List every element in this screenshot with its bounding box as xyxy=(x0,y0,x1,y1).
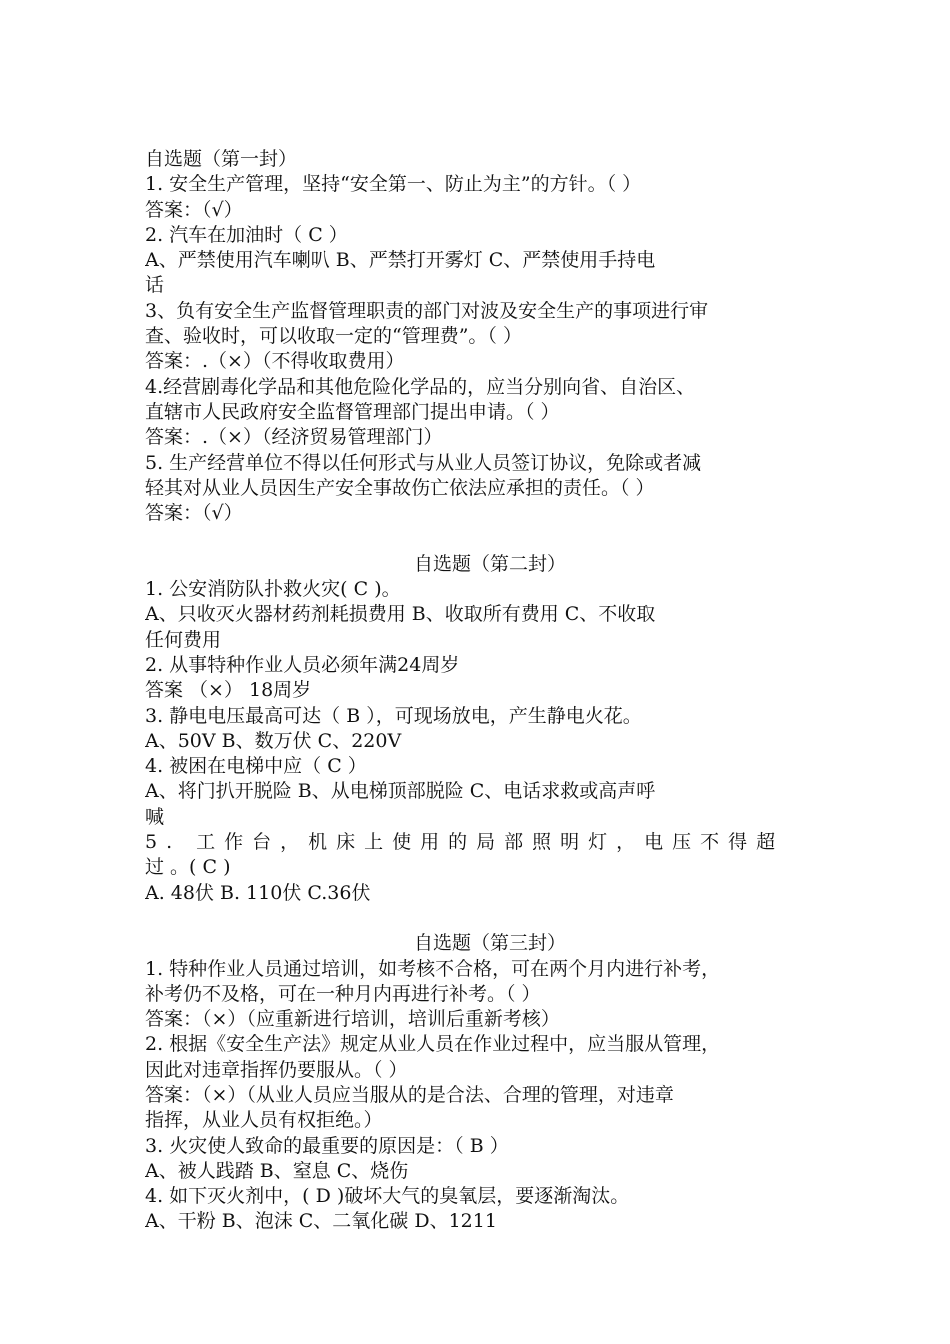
section-spacer xyxy=(145,526,835,551)
options-line: A、只收灭火器材药剂耗损费用 B、收取所有费用 C、不收取 xyxy=(145,603,656,626)
document-body xyxy=(145,147,835,1235)
answer-line: 答案 （×） 18周岁 xyxy=(145,679,312,702)
options-line: 话 xyxy=(145,274,165,297)
question-line: 过 。( C ) xyxy=(145,856,231,879)
answer-line: 答案：（√） xyxy=(145,198,243,221)
options-line: A、50V B、数万伏 C、220V xyxy=(145,729,402,752)
answer-line: 指挥，从业人员有权拒绝。） xyxy=(145,1109,383,1132)
question-line: 补考仍不及格，可在一种月内再进行补考。（ ） xyxy=(145,982,541,1005)
question-line: 4.经营剧毒化学品和其他危险化学品的，应当分别向省、自治区、 xyxy=(145,375,696,398)
options-line: 喊 xyxy=(145,805,165,828)
question-line: 5. 生产经营单位不得以任何形式与从业人员签订协议，免除或者减 xyxy=(145,451,702,474)
question-line: 1. 公安消防队扑救火灾( C )。 xyxy=(145,578,401,601)
answer-line: 答案：（√） xyxy=(145,502,243,525)
options-line: A. 48伏 B. 110伏 C.36伏 xyxy=(145,881,371,904)
question-line: 1. 特种作业人员通过培训，如考核不合格，可在两个月内进行补考， xyxy=(145,957,721,980)
section-1-title: 自选题（第一封） xyxy=(145,148,298,170)
question-line: 1. 安全生产管理，坚持“安全第一、防止为主”的方针。（ ） xyxy=(145,173,642,196)
options-line: A、被人践踏 B、窒息 C、烧伤 xyxy=(145,1159,409,1182)
answer-line: 答案：.（×）（经济贸易管理部门） xyxy=(145,426,443,449)
answer-line: 答案：（×）（应重新进行培训，培训后重新考核） xyxy=(145,1008,560,1031)
question-line: 直辖市人民政府安全监督管理部门提出申请。（ ） xyxy=(145,400,560,423)
options-line: A、将门扒开脱险 B、从电梯顶部脱险 C、电话求救或高声呼 xyxy=(145,780,656,803)
question-line: 2. 汽车在加油时（ C ） xyxy=(145,223,348,246)
question-line: 5. 工作台，机床上使用的局部照明灯，电压不得超 xyxy=(145,831,785,854)
question-line: 3、负有安全生产监督管理职责的部门对波及安全生产的事项进行审 xyxy=(145,299,709,322)
question-line: 4. 被困在电梯中应（ C ） xyxy=(145,755,367,778)
question-line: 4. 如下灭火剂中，( D )破坏大气的臭氧层，要逐渐淘汰。 xyxy=(145,1185,630,1208)
answer-line: 答案：（×）（从业人员应当服从的是合法、合理的管理，对违章 xyxy=(145,1083,674,1106)
question-line: 轻其对从业人员因生产安全事故伤亡依法应承担的责任。（ ） xyxy=(145,476,655,499)
options-line: A、干粉 B、泡沫 C、二氧化碳 D、1211 xyxy=(145,1210,497,1233)
question-line: 因此对违章指挥仍要服从。（ ） xyxy=(145,1058,408,1081)
options-line: A、严禁使用汽车喇叭 B、严禁打开雾灯 C、严禁使用手持电 xyxy=(145,249,656,272)
question-line: 查、验收时，可以收取一定的“管理费”。（ ） xyxy=(145,325,522,348)
section-2-title: 自选题（第二封） xyxy=(413,552,566,575)
answer-line: 答案：.（×）（不得收取费用） xyxy=(145,350,405,373)
question-line: 3. 静电电压最高可达（ B ），可现场放电，产生静电火花。 xyxy=(145,704,642,727)
section-spacer xyxy=(145,906,835,931)
question-line: 3. 火灾使人致命的最重要的原因是：（ B ） xyxy=(145,1134,509,1157)
question-line: 2. 根据《安全生产法》规定从业人员在作业过程中，应当服从管理， xyxy=(145,1033,721,1056)
section-3-title: 自选题（第三封） xyxy=(413,932,566,955)
options-line: 任何费用 xyxy=(145,628,222,651)
question-line: 2. 从事特种作业人员必须年满24周岁 xyxy=(145,653,460,676)
